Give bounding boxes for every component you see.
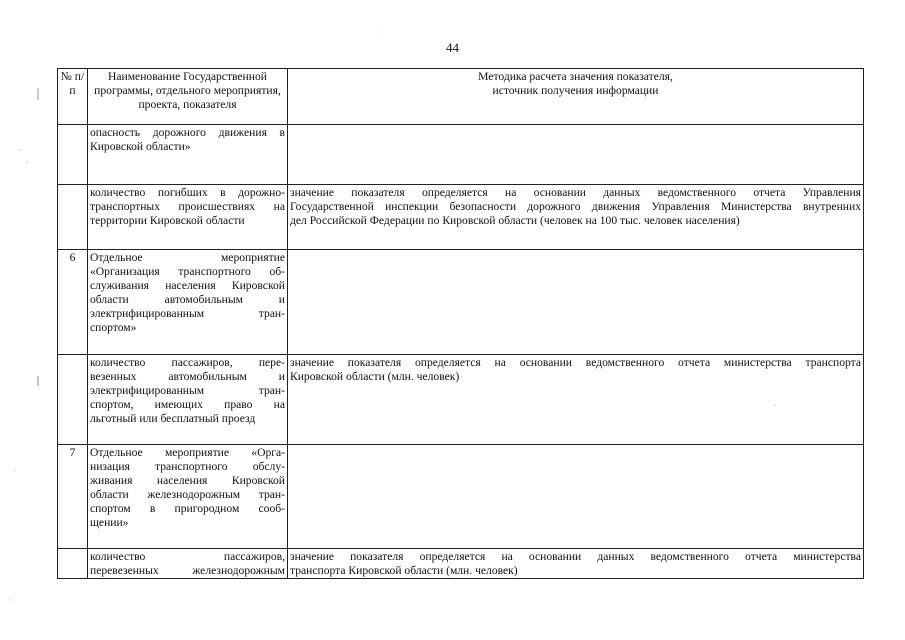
row-name-line: спортом, имеющих право на <box>90 398 285 411</box>
row-name-line: области автомобильным и <box>90 293 285 306</box>
row-name-line: спортом» <box>90 321 137 334</box>
row-method-line: Государственной инспекции безопасности дорожного движения Управления Министерства внутренних <box>290 200 861 213</box>
row-name-line: щении» <box>90 516 129 529</box>
scan-speck <box>14 469 15 470</box>
row-name <box>88 445 288 549</box>
header-method-line2: источник получения информации <box>492 84 659 97</box>
row-name-line: опасность дорожного движения в <box>90 126 285 139</box>
table-row <box>58 185 864 250</box>
header-num: № п/п <box>58 69 88 125</box>
table-header-row <box>58 69 864 125</box>
row-name-line: льготный или бесплатный проезд <box>90 412 256 425</box>
table-row <box>58 549 864 579</box>
header-method-line1: Методика расчета значения показателя, <box>478 70 673 83</box>
row-name-line: количество пассажиров, <box>90 550 285 563</box>
row-name-line: количество погибших в дорожно- <box>90 186 285 199</box>
page-number: 44 <box>446 40 459 55</box>
row-name-line: транспортных происшествиях на <box>90 200 285 213</box>
row-num <box>58 355 88 445</box>
row-method <box>288 549 864 579</box>
row-name-line: территории Кировской области <box>90 214 245 227</box>
table-row <box>58 445 864 549</box>
row-name-line: спортом в пригородном сооб- <box>90 502 285 515</box>
scan-speck <box>379 31 380 32</box>
scan-speck <box>19 149 21 151</box>
row-name <box>88 185 288 250</box>
indicator-methodology-table <box>57 68 864 579</box>
row-method-line: транспорта Кировской области (млн. человек) <box>290 564 518 577</box>
row-name-line: Кировской области» <box>90 140 191 153</box>
row-method <box>288 185 864 250</box>
row-name-line: «Организация транспортного об- <box>90 265 285 278</box>
row-num <box>58 185 88 250</box>
row-method <box>288 445 864 549</box>
header-method <box>288 69 864 125</box>
row-method-line: значение показателя определяется на основании ведомственного отчета министерства транспорта <box>290 356 861 369</box>
row-name-line: Отдельное мероприятие <box>90 251 285 264</box>
scan-speck <box>26 161 27 162</box>
row-method <box>288 125 864 185</box>
row-name-line: Отдельное мероприятие «Орга- <box>90 446 285 459</box>
row-name <box>88 549 288 579</box>
row-name-line: области железнодорожным тран- <box>90 488 285 501</box>
row-name <box>88 250 288 355</box>
row-method-line: Кировской области (млн. человек) <box>290 370 460 383</box>
row-num: 6 <box>58 250 88 355</box>
row-name-line: перевезенных железнодорожным <box>90 564 285 577</box>
scan-speck <box>9 599 10 600</box>
header-name: Наименование Государственной программы, отдельного мероприятия, проекта, показателя <box>88 69 288 125</box>
row-name-line: живания населения Кировской <box>90 474 285 487</box>
row-name-line: электрифицированным тран- <box>90 307 285 320</box>
row-name-line: электрифицированным тран- <box>90 384 285 397</box>
row-name <box>88 125 288 185</box>
row-method-line: значение показателя определяется на основании данных ведомственного отчета Управления <box>290 186 861 199</box>
row-name-line: низация транспортного обслу- <box>90 460 285 473</box>
table-row <box>58 355 864 445</box>
row-name-line: служивания населения Кировской <box>90 279 285 292</box>
row-name-line: количество пассажиров, пере- <box>90 356 285 369</box>
row-method <box>288 355 864 445</box>
row-method <box>288 250 864 355</box>
row-num: 7 <box>58 445 88 549</box>
table-row <box>58 250 864 355</box>
row-name-line: везенных автомобильным и <box>90 370 285 383</box>
row-num <box>58 125 88 185</box>
row-name <box>88 355 288 445</box>
table-row <box>58 125 864 185</box>
row-num <box>58 549 88 579</box>
row-method-line: дел Российской Федерации по Кировской области (человек на 100 тыс. человек населения) <box>290 214 740 227</box>
row-method-line: значение показателя определяется на основании данных ведомственного отчета министерства <box>290 550 861 563</box>
